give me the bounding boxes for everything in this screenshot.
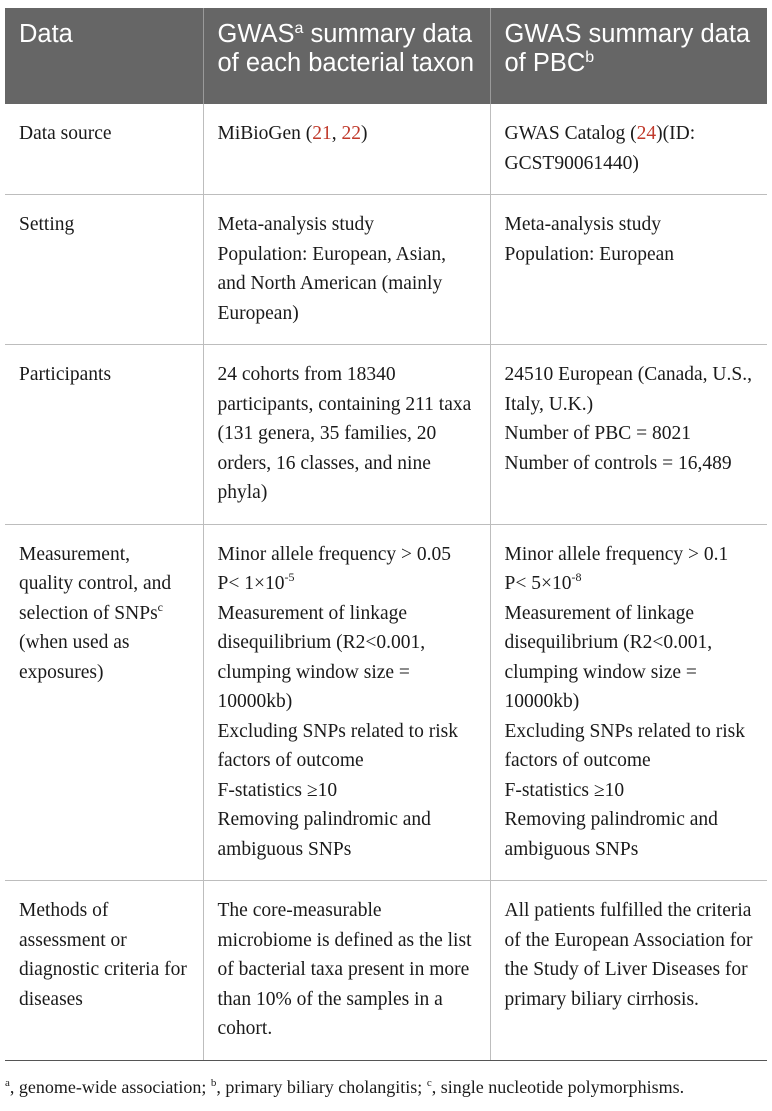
footnote-text: , genome-wide association; (9, 1077, 211, 1097)
header-col3-text: GWAS summary data of PBC (504, 20, 751, 77)
row-label (5, 524, 203, 881)
footnote-marker: c (426, 1077, 432, 1089)
row-label-text: Measurement, quality control, and selection of SNPs (19, 543, 172, 624)
table-footnote (5, 1076, 767, 1098)
row-label-text-rest: (when used as exposures) (19, 632, 130, 683)
p-threshold-exponent: -8 (571, 570, 582, 584)
cell-line: Excluding SNPs related to risk factors of outcome (504, 720, 745, 771)
p-threshold-base: P< 1×10 (217, 573, 285, 594)
cell-line: Population: European (504, 243, 675, 265)
table-header-row (5, 8, 767, 104)
cell-line: F-statistics ≥10 (504, 779, 625, 801)
footnote-marker-a: a (294, 20, 304, 37)
cell-text: )(ID: GCST90061440) (504, 123, 696, 174)
cell-line: Measurement of linkage disequilibrium (R2<0.001, clumping window size = 10000kb) (504, 602, 713, 712)
cell-line: Minor allele frequency > 0.05 (217, 543, 452, 565)
footnote-text: , single nucleotide polymorphisms. (431, 1077, 685, 1097)
cell-line: 24510 European (Canada, U.S., Italy, U.K.) (504, 364, 752, 415)
p-threshold (505, 569, 754, 599)
header-data (5, 8, 203, 104)
header-pbc (490, 8, 767, 104)
cell-line: Population: European, Asian, and North American (mainly European) (217, 243, 447, 324)
header-col2-text-rest: summary data of each bacterial taxon (217, 20, 475, 77)
row-label: Participants (5, 345, 203, 525)
cell-line: Number of PBC = 8021 (504, 423, 691, 444)
reference-link-24[interactable]: 24 (636, 123, 657, 144)
cell-line: Meta-analysis study (504, 214, 662, 235)
cell-line: F-statistics ≥10 (217, 779, 338, 801)
footnote-marker-c: c (157, 599, 163, 614)
cell-text: ) (361, 123, 368, 144)
header-bacterial-taxon (203, 8, 490, 104)
footnote-marker: a (5, 1077, 10, 1089)
cell-pbc-measurement (490, 524, 767, 881)
table-row-measurement (5, 524, 767, 881)
footnote-marker: b (210, 1077, 217, 1089)
data-sources-table (5, 8, 767, 1061)
cell-pbc-participants (490, 345, 767, 525)
table-row-methods (5, 881, 767, 1061)
cell-line: Excluding SNPs related to risk factors of outcome (217, 720, 458, 771)
table-row-participants (5, 345, 767, 525)
header-col2-text: GWAS (217, 20, 295, 48)
table-row-data-source (5, 104, 767, 195)
cell-bacterial-measurement (203, 524, 490, 881)
p-threshold-base: P< 5×10 (504, 573, 572, 594)
reference-link-21[interactable]: 21 (312, 123, 332, 144)
cell-bacterial-methods: The core-measurable microbiome is defined as the list of bacterial taxa present in more than 10% of the samples in a cohort. (203, 881, 490, 1061)
header-data-label: Data (19, 20, 73, 48)
row-label: Methods of assessment or diagnostic criteria for diseases (5, 881, 203, 1061)
table-row-setting (5, 195, 767, 345)
cell-pbc-setting (490, 195, 767, 345)
cell-line: Removing palindromic and ambiguous SNPs (217, 809, 431, 860)
cell-text: GWAS Catalog ( (504, 123, 637, 144)
cell-text: , (331, 123, 342, 144)
footnote-marker-b: b (585, 49, 595, 66)
cell-text: MiBioGen ( (217, 123, 313, 144)
cell-bacterial-source (203, 104, 490, 195)
cell-bacterial-participants: 24 cohorts from 18340 participants, containing 211 taxa (131 genera, 35 families, 20 orders, 16 classes, and nine phyla) (203, 345, 490, 525)
p-threshold-exponent: -5 (284, 570, 295, 584)
cell-line: Meta-analysis study (217, 214, 375, 235)
row-label: Setting (5, 195, 203, 345)
cell-pbc-source (490, 104, 767, 195)
cell-pbc-methods: All patients fulfilled the criteria of the European Association for the Study of Liver Diseases for primary biliary cirrhosis. (490, 881, 767, 1061)
cell-bacterial-setting (203, 195, 490, 345)
p-threshold (218, 569, 476, 599)
cell-line: Measurement of linkage disequilibrium (R2<0.001, clumping window size = 10000kb) (217, 602, 426, 712)
cell-line: Removing palindromic and ambiguous SNPs (504, 809, 718, 860)
reference-link-22[interactable]: 22 (341, 123, 362, 144)
cell-line: Minor allele frequency > 0.1 (504, 543, 729, 565)
row-label: Data source (5, 104, 203, 195)
footnote-text: , primary biliary cholangitis; (216, 1077, 427, 1097)
cell-line: Number of controls = 16,489 (504, 452, 732, 474)
